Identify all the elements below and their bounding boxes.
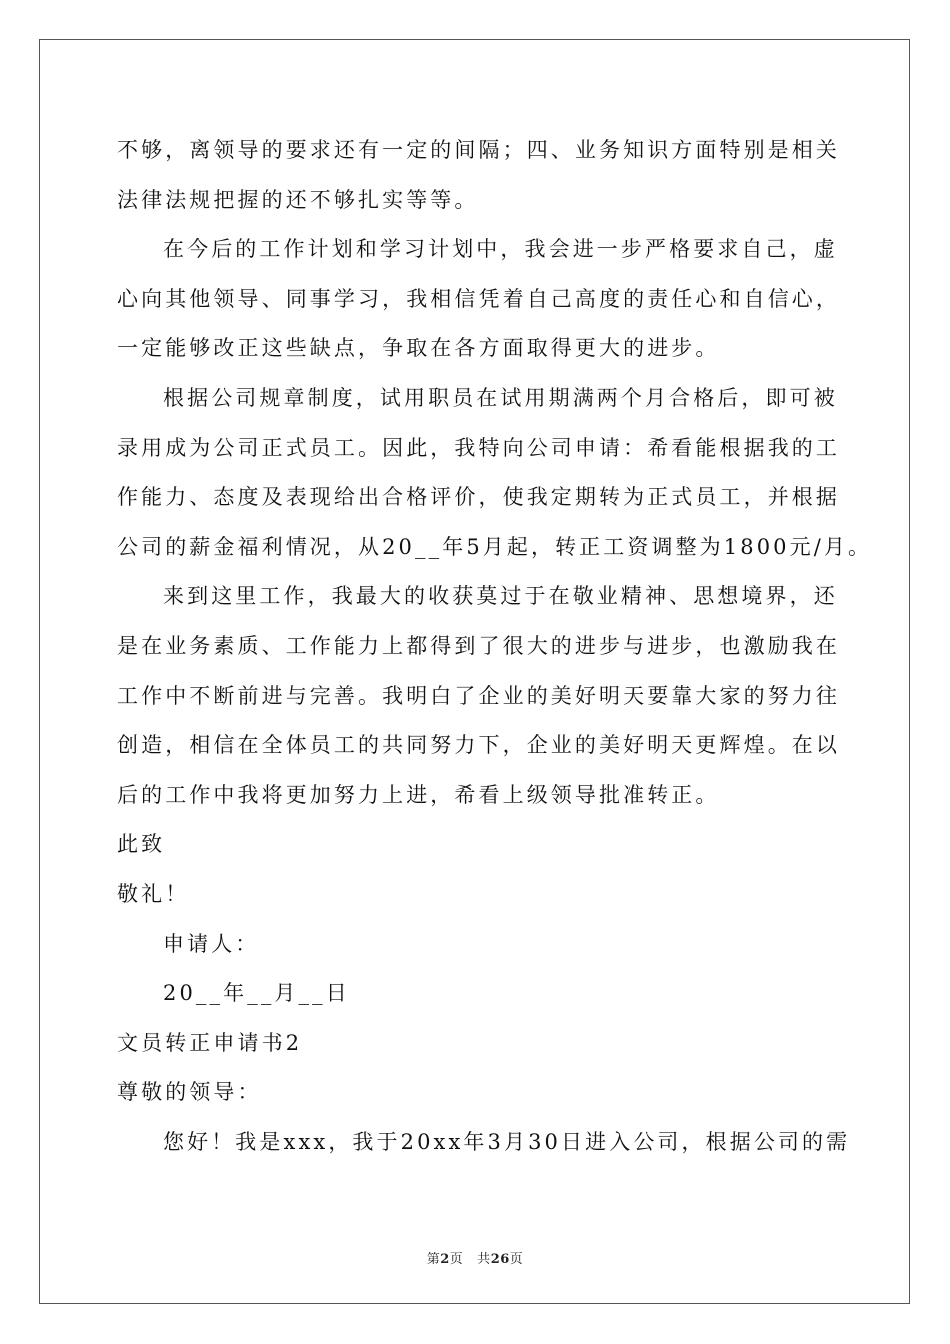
text-line: 后的工作中我将更加努力上进，希看上级领导批准转正。 (117, 782, 720, 807)
applicant-line: 申请人： (163, 931, 260, 956)
text-line: 您好！我是xxx，我于20xx年3月30日进入公司，根据公司的需 (163, 1129, 851, 1154)
page-prefix: 第 (426, 1252, 441, 1267)
total-suffix: 页 (509, 1252, 524, 1267)
greeting-line: 尊敬的领导： (117, 1080, 262, 1105)
text-line: 心向其他领导、同事学习，我相信凭着自己高度的责任心和自信心， (117, 286, 840, 311)
text-line: 一定能够改正这些缺点，争取在各方面取得更大的进步。 (117, 336, 720, 361)
page-suffix: 页 (449, 1252, 464, 1267)
document-body (117, 126, 873, 1167)
text-line: 是在业务素质、工作能力上都得到了很大的进步与进步，也激励我在 (117, 633, 840, 658)
date-line: 20__年__月__日 (163, 981, 350, 1006)
text-line: 公司的薪金福利情况，从20__年5月起，转正工资调整为1800元/月。 (117, 534, 873, 559)
salutation-line: 敬礼！ (117, 881, 190, 906)
total-pages: 26 (490, 1252, 510, 1267)
page-footer (0, 1248, 950, 1267)
section-title: 文员转正申请书2 (117, 1030, 303, 1055)
text-line: 法律法规把握的还不够扎实等等。 (117, 187, 479, 212)
page-number: 2 (440, 1252, 450, 1267)
text-line: 工作中不断前进与完善。我明白了企业的美好明天要靠大家的努力往 (117, 683, 840, 708)
text-line: 来到这里工作，我最大的收获莫过于在敬业精神、思想境界，还 (163, 584, 838, 609)
text-line: 录用成为公司正式员工。因此，我特向公司申请：希看能根据我的工 (117, 435, 840, 460)
text-line: 不够，离领导的要求还有一定的间隔；四、业务知识方面特别是相关 (117, 138, 840, 162)
text-line: 作能力、态度及表现给出合格评价，使我定期转为正式员工，并根据 (117, 485, 840, 510)
text-line: 根据公司规章制度，试用职员在试用期满两个月合格后，即可被 (163, 385, 838, 410)
text-line: 在今后的工作计划和学习计划中，我会进一步严格要求自己，虚 (163, 237, 838, 262)
closing-line: 此致 (117, 832, 166, 857)
total-prefix: 共 (477, 1252, 491, 1267)
text-line: 创造，相信在全体员工的共同努力下，企业的美好明天更辉煌。在以 (117, 733, 840, 758)
